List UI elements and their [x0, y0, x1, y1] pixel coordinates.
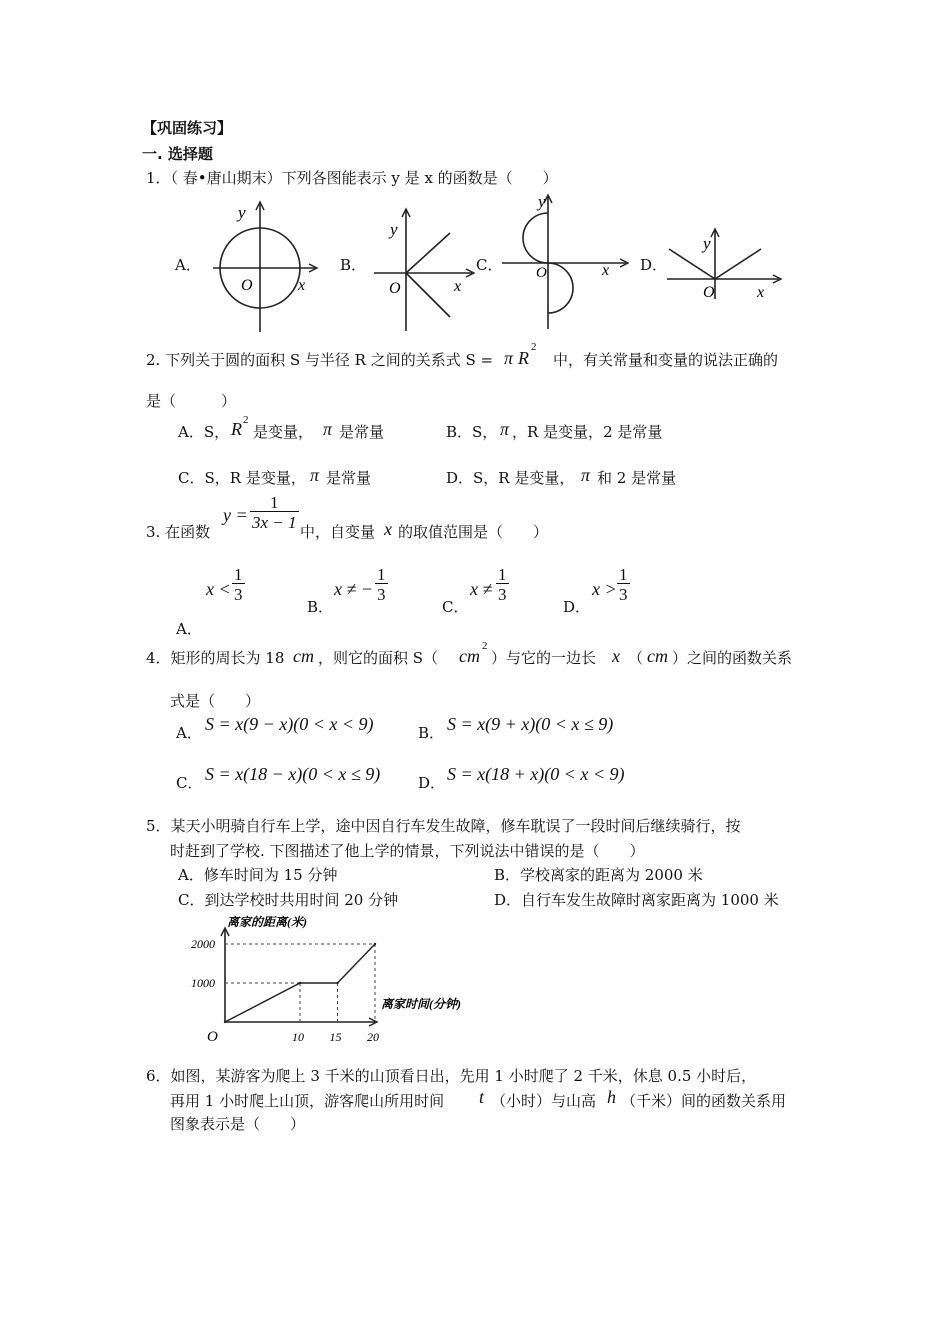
q4-label-c: C． [176, 774, 203, 792]
q6-stem-3: 图象表示是（ ） [170, 1115, 306, 1133]
origin-label: O [207, 1029, 218, 1045]
q6-stem-2b: （小时）与山高 [491, 1092, 597, 1110]
q2-formula-exp: 2 [531, 341, 537, 353]
q4-stem-a: 4．矩形的周长为 18 [146, 649, 285, 667]
q4-opt-c: S = x(18 − x)(0 < x ≤ 9) [205, 764, 381, 784]
q5-opt-b: B．学校离家的距离为 2000 米 [494, 866, 703, 884]
ray-up [406, 233, 450, 273]
q3-stem-b: 中，自变量 [300, 523, 376, 541]
svg-text:O: O [703, 284, 715, 301]
data-point [299, 982, 301, 984]
q6-stem-1: 6．如图，某游客为爬上 3 千米的山顶看日出，先用 1 小时爬了 2 千米，休息 0.5 小时后， [146, 1067, 757, 1085]
q3-opt-d-frac: $\frac{1}{3}$ [619, 565, 628, 604]
ray-left [669, 249, 715, 279]
svg-text:y: y [538, 193, 546, 211]
y-axis-label: 离家的距离(米) [227, 915, 307, 929]
q2-opt-a-2: 是变量， [253, 423, 314, 441]
q6-var-t: t [479, 1087, 485, 1107]
semicircle-upper [523, 213, 548, 263]
q2-opt-a-1: A．S， [178, 423, 230, 441]
q2-stem-a: 2. 下列关于圆的面积 S 与半径 R 之间的关系式 S = [146, 351, 494, 369]
x-tick-label: 10 [292, 1030, 304, 1044]
svg-text:y: y [390, 220, 398, 239]
q3-label-d: D． [563, 598, 591, 616]
q5-opt-d: D．自行车发生故障时离家距离为 1000 米 [494, 891, 779, 909]
x-tick-label: 20 [367, 1030, 379, 1044]
svg-text:x: x [298, 277, 306, 294]
q3-stem-c: 的取值范围是（ ） [398, 523, 549, 541]
q2-opt-a-3: 是常量 [339, 423, 385, 441]
q4-opt-d: S = x(18 + x)(0 < x < 9) [447, 764, 625, 784]
q4-unit-cm2: cm [459, 646, 480, 666]
q6-stem-2a: 再用 1 小时爬上山顶，游客爬山所用时间 [170, 1092, 445, 1110]
q3-opt-b-frac: $\frac{1}{3}$ [377, 565, 386, 604]
q3-var-x: x [384, 519, 392, 539]
q1-graph-d [665, 225, 785, 301]
q2-opt-a-exp: 2 [243, 414, 249, 426]
q4-unit-cm: cm [293, 646, 314, 666]
q3-opt-c-lhs: x ≠ [470, 579, 493, 599]
svg-text:O: O [241, 277, 253, 294]
q3-stem-a: 3. 在函数 [146, 523, 211, 541]
q2-opt-c-1: C．S，R 是变量， [178, 469, 306, 487]
q1-stem: 1．（ 春•唐山期末）下列各图能表示 y 是 x 的函数是（ ） [146, 169, 558, 187]
svg-text:x: x [454, 278, 462, 295]
q6-stem-2c: （千米）间的函数关系用 [621, 1092, 787, 1110]
ray-right [715, 249, 761, 279]
q3-opt-c-frac: $\frac{1}{3}$ [498, 565, 507, 604]
q3-func-y: y = [223, 505, 248, 525]
svg-text:O: O [536, 265, 547, 281]
q2-opt-c-2: 是常量 [326, 469, 372, 487]
q3-label-a: A． [176, 620, 202, 638]
q3-label-b: B． [307, 598, 334, 616]
y-tick-label: 2000 [191, 937, 215, 951]
q4-opt-a: S = x(9 − x)(0 < x < 9) [205, 714, 374, 734]
x-tick-label: 15 [329, 1030, 342, 1044]
q2-opt-a-pi: π [323, 419, 333, 439]
q6-var-h: h [607, 1087, 616, 1107]
q5-distance-time-chart [185, 912, 485, 1052]
q2-opt-a-r: R [231, 419, 242, 439]
q2-opt-d-2: 和 2 是常量 [597, 469, 677, 487]
q3-func-fraction: $\frac{1}{3x - 1}$ [252, 493, 297, 532]
q4-label-b: B． [418, 724, 445, 742]
q4-stem-b: ，则它的面积 S（ [318, 649, 439, 667]
svg-text:y: y [238, 203, 246, 222]
q2-formula-r: R [518, 348, 529, 368]
svg-text:O: O [389, 280, 401, 297]
subsection-title: 一. 选择题 [142, 145, 213, 163]
q2-formula-pi: π [504, 348, 514, 368]
q1-graph-b [370, 207, 480, 333]
section-title: 【巩固练习】 [142, 119, 233, 137]
q4-opt-b: S = x(9 + x)(0 < x ≤ 9) [447, 714, 614, 734]
q2-opt-b-2: ，R 是变量，2 是常量 [512, 423, 663, 441]
q4-stem-e: ）之间的函数关系 [672, 649, 793, 667]
q5-opt-a: A．修车时间为 15 分钟 [178, 866, 338, 884]
q5-opt-c: C．到达学校时共用时间 20 分钟 [178, 891, 399, 909]
q4-label-d: D． [418, 774, 446, 792]
data-point [374, 943, 376, 945]
q5-stem-1: 5．某天小明骑自行车上学，途中因自行车发生故障，修车耽误了一段时间后继续骑行，按 [146, 817, 741, 835]
data-point [224, 1021, 226, 1023]
q2-opt-d-1: D．S，R 是变量， [446, 469, 575, 487]
q2-opt-b-1: B．S， [446, 423, 498, 441]
q4-stem-c: ）与它的一边长 [491, 649, 597, 667]
svg-text:y: y [703, 234, 711, 253]
q1-label-c: C． [476, 256, 503, 274]
q4-var-x: x [612, 646, 620, 666]
x-axis-label: 离家时间(分钟) [381, 997, 461, 1011]
q4-label-a: A． [176, 724, 202, 742]
q1-graph-a [205, 198, 325, 336]
q1-graph-c [498, 193, 638, 331]
q5-stem-2: 时赶到了学校. 下图描述了他上学的情景，下列说法中错误的是（ ） [170, 842, 645, 860]
q2-opt-c-pi: π [310, 465, 320, 485]
q3-opt-a-frac: $\frac{1}{3}$ [234, 565, 243, 604]
q1-label-d: D． [640, 256, 668, 274]
q4-stem-d: （ [628, 649, 644, 667]
svg-text:x: x [602, 262, 610, 279]
y-tick-label: 1000 [191, 976, 215, 990]
q3-opt-d-lhs: x > [592, 579, 617, 599]
q4-stem-f: 式是（ ） [170, 692, 261, 710]
q4-unit-cm3: cm [647, 646, 668, 666]
ray-down [406, 273, 450, 317]
q4-unit-exp: 2 [482, 640, 488, 652]
q3-opt-b-lhs: x ≠ − [334, 579, 374, 599]
q2-opt-d-pi: π [581, 465, 591, 485]
q1-label-b: B． [340, 256, 367, 274]
data-point [336, 982, 338, 984]
q3-opt-a-lhs: x < [206, 579, 231, 599]
q2-stem-b: 中，有关常量和变量的说法正确的 [553, 351, 779, 369]
q1-label-a: A． [175, 256, 201, 274]
q2-opt-b-pi: π [500, 419, 510, 439]
q3-label-c: C． [442, 598, 469, 616]
semicircle-lower [548, 263, 573, 313]
q2-stem-c: 是（ ） [146, 392, 237, 410]
svg-text:x: x [757, 284, 765, 301]
